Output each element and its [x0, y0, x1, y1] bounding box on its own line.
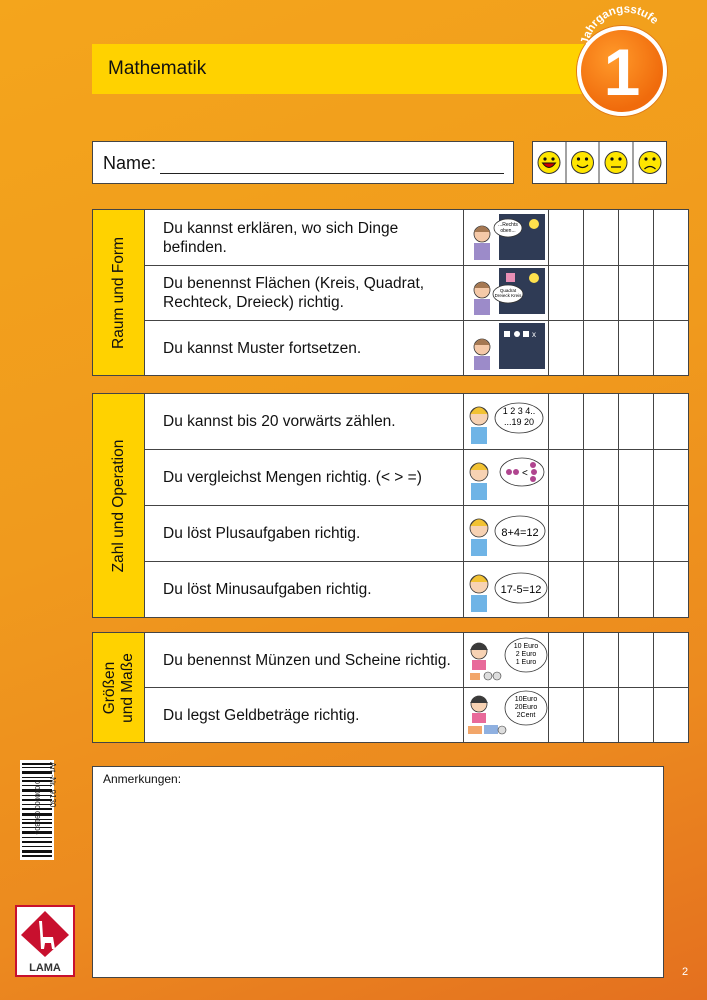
happy-face-icon — [572, 152, 594, 174]
svg-text:1 2 3 4..: 1 2 3 4.. — [502, 406, 536, 416]
category-label-cell — [93, 633, 145, 743]
rating-checkbox[interactable] — [549, 450, 584, 506]
svg-text:10Euro: 10Euro — [514, 696, 538, 703]
rating-smileys — [532, 141, 667, 184]
lama-logo — [15, 905, 75, 977]
rating-checkbox[interactable] — [549, 506, 584, 562]
svg-text:oben...: oben... — [500, 228, 516, 234]
rating-checkbox[interactable] — [549, 633, 584, 688]
svg-text:20Euro: 20Euro — [514, 704, 538, 711]
notes-label: Anmerkungen: — [103, 772, 182, 786]
page-number: 2 — [682, 966, 689, 978]
illustration-money-names — [464, 633, 549, 688]
rating-checkbox[interactable] — [654, 321, 689, 376]
svg-text:Dreieck Kreis: Dreieck Kreis — [494, 293, 522, 298]
name-label: Name: — [103, 153, 157, 173]
rating-checkbox[interactable] — [619, 506, 654, 562]
rating-checkbox[interactable] — [584, 633, 619, 688]
category-label — [101, 653, 137, 723]
category-label-line: Größen — [100, 661, 118, 714]
grade-number: 1 — [603, 35, 641, 109]
notes-box[interactable] — [92, 766, 664, 978]
rating-checkbox[interactable] — [584, 506, 619, 562]
category-label-line: und Maße — [118, 652, 136, 723]
very-happy-face-icon — [538, 152, 560, 174]
rating-checkbox[interactable] — [584, 266, 619, 321]
illustration-board-pattern — [464, 321, 549, 376]
rating-checkbox[interactable] — [584, 394, 619, 450]
svg-text:Quadrat: Quadrat — [499, 288, 517, 293]
section-zahl-und-operation — [92, 393, 689, 618]
illustration-board-position — [464, 210, 549, 266]
rating-checkbox[interactable] — [619, 562, 654, 618]
grade-label: Jahrgangsstufe — [579, 3, 661, 46]
illustration-money-amounts — [464, 688, 549, 743]
svg-text:2 Euro: 2 Euro — [515, 651, 537, 658]
article-number: Art.-Nr. 9130 — [48, 762, 57, 808]
rating-checkbox[interactable] — [654, 394, 689, 450]
neutral-face-icon — [605, 152, 627, 174]
rating-checkbox[interactable] — [549, 562, 584, 618]
rating-checkbox[interactable] — [549, 394, 584, 450]
svg-text:1 Euro: 1 Euro — [515, 659, 537, 666]
illustration-counting — [464, 394, 549, 450]
logo-text: LAMA — [29, 962, 61, 974]
rating-checkbox[interactable] — [654, 688, 689, 743]
illustration-board-shapes — [464, 266, 549, 321]
rating-checkbox[interactable] — [584, 321, 619, 376]
svg-text:Jahrgangsstufe — [579, 3, 660, 45]
page-title: Mathematik — [108, 58, 207, 79]
category-label: Zahl und Operation — [109, 439, 127, 572]
competency-text: Du kannst bis 20 vorwärts zählen. — [145, 394, 464, 450]
rating-checkbox[interactable] — [654, 266, 689, 321]
rating-checkbox[interactable] — [619, 266, 654, 321]
rating-checkbox[interactable] — [619, 688, 654, 743]
svg-text:x: x — [532, 330, 536, 339]
competency-text: Du benennst Flächen (Kreis, Quadrat, Rechteck, Dreieck) richtig. — [145, 266, 464, 321]
svg-text:...Rechts: ...Rechts — [498, 222, 518, 228]
category-label-cell — [93, 210, 145, 376]
sad-face-icon — [639, 152, 661, 174]
llama-logo-icon — [17, 907, 73, 959]
competency-text: Du löst Plusaufgaben richtig. — [145, 506, 464, 562]
illustration-comparing — [464, 450, 549, 506]
rating-checkbox[interactable] — [549, 688, 584, 743]
rating-checkbox[interactable] — [654, 506, 689, 562]
rating-checkbox[interactable] — [654, 562, 689, 618]
grade-label-arc — [560, 5, 685, 85]
rating-checkbox[interactable] — [654, 450, 689, 506]
competency-text: Du benennst Münzen und Scheine richtig. — [145, 633, 464, 688]
rating-checkbox[interactable] — [584, 562, 619, 618]
section-groessen-und-masse — [92, 632, 689, 743]
rating-checkbox[interactable] — [584, 688, 619, 743]
svg-text:<: < — [522, 468, 528, 479]
section-raum-und-form — [92, 209, 689, 376]
illustration-addition — [464, 506, 549, 562]
rating-checkbox[interactable] — [549, 266, 584, 321]
rating-checkbox[interactable] — [654, 633, 689, 688]
rating-checkbox[interactable] — [549, 321, 584, 376]
rating-checkbox[interactable] — [619, 210, 654, 266]
svg-text:2Cent: 2Cent — [516, 712, 536, 719]
rating-checkbox[interactable] — [584, 210, 619, 266]
rating-checkbox[interactable] — [619, 321, 654, 376]
category-label: Raum und Form — [109, 236, 127, 349]
rating-checkbox[interactable] — [584, 450, 619, 506]
competency-text: Du vergleichst Mengen richtig. (< > =) — [145, 450, 464, 506]
competency-text: Du kannst Muster fortsetzen. — [145, 321, 464, 376]
illustration-subtraction — [464, 562, 549, 618]
svg-text:...19 20: ...19 20 — [503, 417, 535, 427]
svg-text:8+4=12: 8+4=12 — [501, 527, 539, 539]
rating-checkbox[interactable] — [619, 450, 654, 506]
rating-checkbox[interactable] — [619, 633, 654, 688]
svg-text:10 Euro: 10 Euro — [513, 643, 539, 650]
name-input-line[interactable] — [160, 173, 504, 174]
competency-text: Du kannst erklären, wo sich Dinge befinden. — [145, 210, 464, 266]
rating-checkbox[interactable] — [549, 210, 584, 266]
rating-checkbox[interactable] — [619, 394, 654, 450]
competency-text: Du legst Geldbeträge richtig. — [145, 688, 464, 743]
category-label-cell — [93, 394, 145, 618]
svg-text:17-5=12: 17-5=12 — [500, 584, 542, 596]
rating-checkbox[interactable] — [654, 210, 689, 266]
competency-text: Du löst Minusaufgaben richtig. — [145, 562, 464, 618]
barcode-digits: 0 000000 091305 — [33, 780, 40, 835]
